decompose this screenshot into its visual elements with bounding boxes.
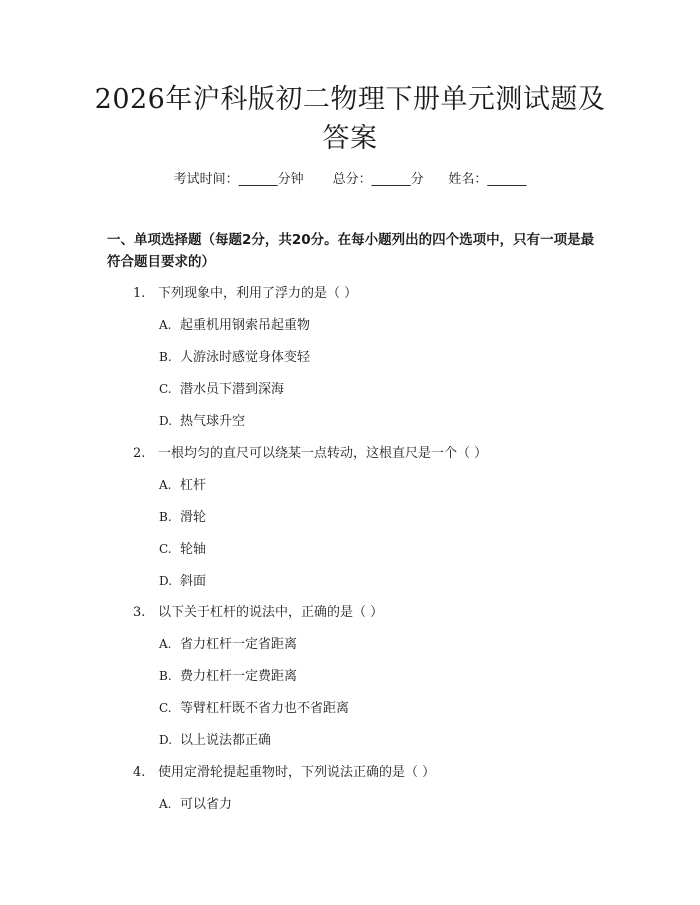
question-number: 3. <box>133 605 146 620</box>
option-text: 费力杠杆一定费距离 <box>180 669 298 684</box>
question-number: 4. <box>133 765 146 780</box>
option-text: 滑轮 <box>180 510 207 525</box>
question-text: 下列现象中，利用了浮力的是（ ） <box>158 286 358 301</box>
name-blank: ______ <box>487 172 527 187</box>
option-4a <box>159 793 232 812</box>
option-letter: B. <box>159 669 172 683</box>
option-text: 以上说法都正确 <box>180 733 272 748</box>
time-blank: ______ <box>238 172 278 187</box>
option-text: 可以省力 <box>180 797 233 812</box>
option-2c <box>159 538 206 557</box>
option-text: 等臂杠杆既不省力也不省距离 <box>180 701 350 716</box>
option-letter: C. <box>159 701 172 715</box>
option-2d <box>159 570 206 589</box>
option-letter: B. <box>159 510 172 524</box>
score-unit: 分 <box>410 172 424 187</box>
option-2b <box>159 506 206 525</box>
name-label: 姓名： <box>448 172 488 187</box>
question-4 <box>133 761 435 780</box>
question-text: 一根均匀的直尺可以绕某一点转动，这根直尺是一个（ ） <box>158 446 488 461</box>
question-text: 使用定滑轮提起重物时，下列说法正确的是（ ） <box>158 765 436 780</box>
document-title: 2026年沪科版初二物理下册单元测试题及答案 <box>94 84 606 154</box>
option-text: 斜面 <box>180 574 207 589</box>
option-letter: A. <box>159 797 172 811</box>
option-3d <box>159 729 271 748</box>
time-unit: 分钟 <box>277 172 304 187</box>
section-heading: 一、单项选择题（每题2分，共20分。在每小题列出的四个选项中，只有一项是最符合题目要求的） <box>107 232 595 270</box>
time-label: 考试时间： <box>173 172 239 187</box>
option-1a <box>159 314 310 333</box>
option-letter: A. <box>159 637 172 651</box>
option-letter: A. <box>159 318 172 332</box>
option-text: 人游泳时感觉身体变轻 <box>180 350 311 365</box>
option-letter: D. <box>159 733 173 747</box>
option-letter: C. <box>159 542 172 556</box>
option-letter: D. <box>159 414 173 428</box>
score-label: 总分： <box>332 172 372 187</box>
option-text: 热气球升空 <box>180 414 246 429</box>
option-3a <box>159 633 297 652</box>
question-number: 1. <box>133 286 146 301</box>
exam-meta-line <box>0 168 700 187</box>
option-1b <box>159 346 310 365</box>
option-text: 轮轴 <box>180 542 207 557</box>
option-text: 省力杠杆一定省距离 <box>180 637 298 652</box>
option-3b <box>159 665 297 684</box>
score-blank: ______ <box>371 172 411 187</box>
option-letter: C. <box>159 382 172 396</box>
option-1c <box>159 378 284 397</box>
option-3c <box>159 697 349 716</box>
option-letter: D. <box>159 574 173 588</box>
option-1d <box>159 410 245 429</box>
question-1 <box>133 282 357 301</box>
option-letter: B. <box>159 350 172 364</box>
option-2a <box>159 474 206 493</box>
option-text: 起重机用钢索吊起重物 <box>180 318 311 333</box>
question-text: 以下关于杠杆的说法中，正确的是（ ） <box>158 605 384 620</box>
question-number: 2. <box>133 446 146 461</box>
option-text: 杠杆 <box>180 478 207 493</box>
option-letter: A. <box>159 478 172 492</box>
question-3 <box>133 601 383 620</box>
question-2 <box>133 442 487 461</box>
option-text: 潜水员下潜到深海 <box>180 382 285 397</box>
